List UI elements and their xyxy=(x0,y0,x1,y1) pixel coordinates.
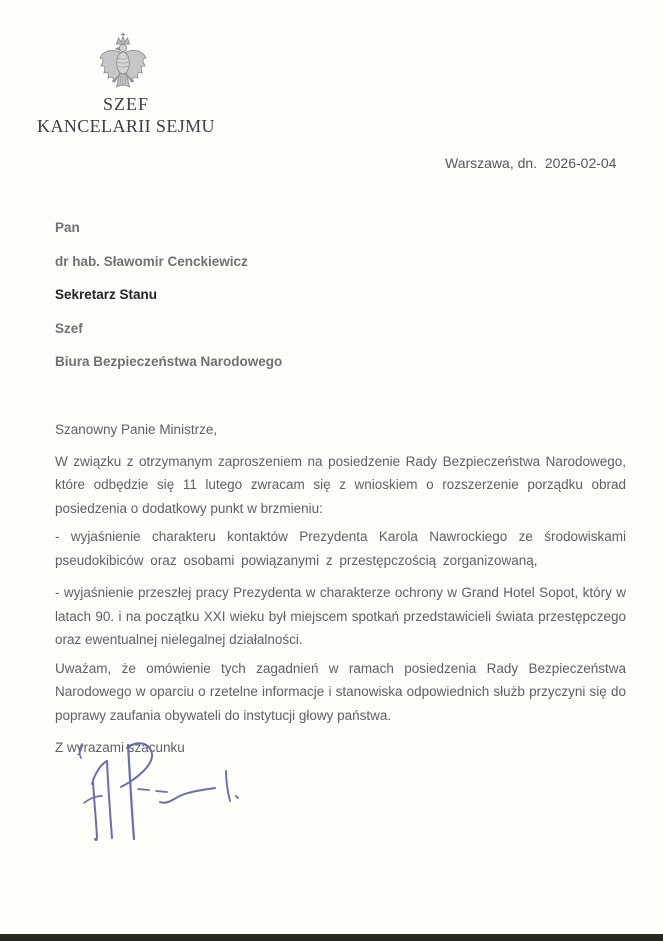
recipient-title-2: Szef xyxy=(55,320,83,336)
signature-stroke xyxy=(80,744,82,758)
recipient-block xyxy=(55,221,282,389)
signature-stroke xyxy=(121,743,152,787)
recipient-institution: Biura Bezpieczeństwa Narodowego xyxy=(55,354,283,369)
signature-stroke xyxy=(128,745,134,839)
letterhead-title-line2: KANCELARII SEJMU xyxy=(37,116,215,136)
letterhead-title-line1: SZEF xyxy=(102,94,149,114)
scan-edge-bar xyxy=(0,934,663,941)
paragraph-bullet-2: - wyjaśnienie przeszłej pracy Prezydenta w charakterze ochrony w Grand Hotel Sopot, który w latach 90. i na początku XXI wieku był miejscem spotkań przedstawicieli świata przestępczego oraz ewentualnej nielegalnej działalności. xyxy=(55,585,626,647)
signature-stroke xyxy=(138,789,149,790)
paragraph-conclusion: Uważam, że omówienie tych zagadnień w ramach posiedzenia Rady Bezpieczeństwa Narodowego w oparciu o rzetelne informacje i stanowiska odpowiednich służb przyczyni się do poprawy zaufania obywateli do instytucji głowy państwa. xyxy=(55,660,626,723)
letterhead-title xyxy=(27,94,225,137)
recipient-title-1: Sekretarz Stanu xyxy=(55,287,158,302)
signature-stroke xyxy=(156,791,167,792)
recipient-honorific: Pan xyxy=(55,220,80,235)
signature-stroke xyxy=(160,788,215,803)
paragraph-request: W związku z otrzymanym zaproszeniem na posiedzenie Rady Bezpieczeństwa Narodowego, które odbędzie się 11 lutego zwracam się z wnioskiem o rozszerzenie porządku obrad posiedzenia o dodatkowy punkt w brzmieniu: xyxy=(55,453,626,516)
letter-body xyxy=(55,418,626,760)
recipient-name: dr hab. Sławomir Cenckiewicz xyxy=(55,253,248,269)
closing-phrase: Z wyrazami szacunku xyxy=(55,740,185,755)
paragraph-bullet-1: - wyjaśnienie charakteru kontaktów Prezydenta Karola Nawrockiego ze środowiskami pseudokibiców oraz osobami powiązanymi z przestępczością zorganizowaną, xyxy=(55,529,626,568)
handwritten-signature xyxy=(70,740,265,872)
polish-eagle-icon xyxy=(98,31,148,93)
date-line: Warszawa, dn. 2026-02-04 xyxy=(445,155,617,171)
salutation: Szanowny Panie Ministrze, xyxy=(55,422,218,437)
signature-stroke xyxy=(93,782,97,840)
signature-stroke xyxy=(236,796,238,798)
signature-stroke xyxy=(84,796,102,803)
signature-stroke xyxy=(226,771,230,801)
